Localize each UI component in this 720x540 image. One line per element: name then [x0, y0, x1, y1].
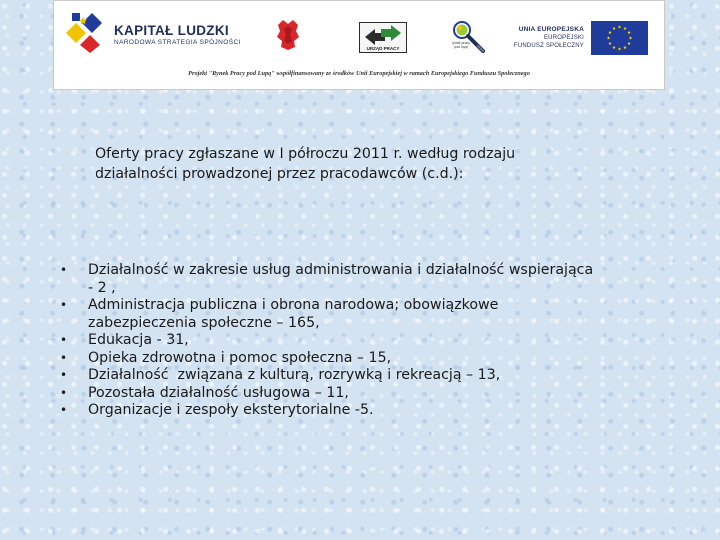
- eu-star-icon: [623, 27, 626, 30]
- job-offers-list: [60, 262, 690, 420]
- bullet-icon: •: [60, 368, 68, 382]
- eu-star-icon: [627, 42, 630, 45]
- bullet-icon: •: [60, 350, 68, 365]
- heading-line-2: działalności prowadzonej przez pracodawców (c.d.):: [95, 166, 464, 182]
- bullet-icon: •: [60, 263, 68, 277]
- eu-star-icon: [612, 27, 615, 30]
- list-item-text-cont: - 2 ,: [88, 279, 116, 296]
- list-item-text: Pozostała działalność usługowa – 11,: [88, 384, 349, 401]
- eu-title: UNIA EUROPEJSKA: [518, 26, 584, 33]
- eu-star-icon: [607, 36, 610, 39]
- eu-star-icon: [629, 36, 632, 39]
- kapital-ludzki-logo-icon: [66, 13, 102, 53]
- list-item: [60, 262, 690, 297]
- eu-star-icon: [608, 42, 611, 45]
- regional-crest-icon: [275, 19, 301, 51]
- heading-line-1: Oferty pracy zgłaszane w I półroczu 2011 r. według rodzaju: [95, 146, 516, 162]
- list-item: [60, 402, 690, 420]
- list-item: [60, 385, 690, 403]
- eu-fund-line2: FUNDUSZ SPOŁECZNY: [513, 43, 584, 49]
- eu-star-icon: [623, 46, 626, 49]
- kapital-ludzki-subtitle: NARODOWA STRATEGIA SPÓJNOŚCI: [114, 39, 241, 46]
- bullet-icon: •: [60, 403, 68, 417]
- bullet-icon: •: [60, 333, 68, 347]
- list-item-text-cont: zabezpieczenia społeczne – 165,: [88, 314, 320, 331]
- magnifier-logo-icon: [451, 21, 491, 57]
- urzad-pracy-logo: [359, 22, 407, 53]
- list-item-text: Opieka zdrowotna i pomoc społeczna – 15,: [88, 349, 392, 366]
- list-item: [60, 350, 690, 368]
- project-funding-line: Projekt "Rynek Pracy pod Lupą" współfinansowany ze środków Unii Europejskiej w ramach Europejskiego Funduszu Społecznego: [188, 70, 530, 77]
- list-item-text: Administracja publiczna i obrona narodowa; obowiązkowe: [88, 297, 499, 313]
- urzad-pracy-arrow-icon: [363, 25, 403, 45]
- eu-star-icon: [612, 46, 615, 49]
- list-item: [60, 367, 690, 385]
- bullet-icon: •: [60, 385, 68, 400]
- rynek-pracy-label: rynek pracy pod lupą: [451, 41, 471, 49]
- list-item-text: Działalność w zakresie usług administrowania i działalność wspierająca: [88, 262, 594, 278]
- kapital-ludzki-text: [114, 23, 241, 47]
- urzad-pracy-label: URZĄD PRACY: [366, 46, 400, 51]
- kapital-ludzki-title: KAPITAŁ LUDZKI: [114, 23, 229, 38]
- list-item-text: Edukacja - 31,: [88, 332, 189, 348]
- list-item: [60, 297, 690, 332]
- list-item: [60, 332, 690, 350]
- bullet-icon: •: [60, 298, 68, 312]
- eu-fund-line1: EUROPEJSKI: [543, 35, 584, 41]
- page-heading: [95, 144, 615, 184]
- list-item-text: Działalność związana z kulturą, rozrywką i rekreacją – 13,: [88, 367, 501, 383]
- eu-star-icon: [618, 25, 621, 28]
- eu-star-icon: [627, 31, 630, 34]
- header-banner: [53, 0, 665, 90]
- list-item-text: Organizacje i zespoły eksterytorialne -5.: [88, 402, 374, 418]
- eu-star-icon: [618, 47, 621, 50]
- eu-star-icon: [608, 31, 611, 34]
- eu-text: [499, 25, 584, 50]
- eu-flag: [591, 21, 648, 55]
- eu-stars-icon: [591, 21, 648, 55]
